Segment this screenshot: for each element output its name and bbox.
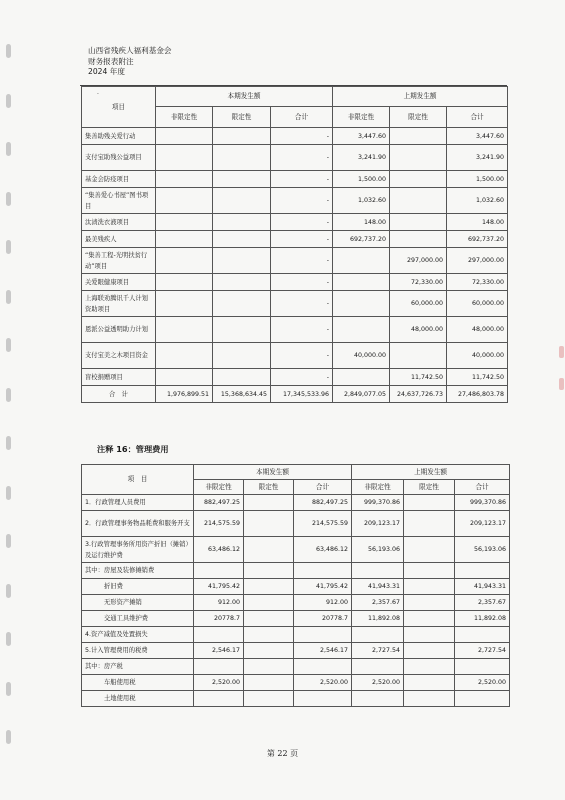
row-label: 3.行政管理事务所用资产折旧（摊销）及运行维护费 [82, 537, 194, 563]
page-number: 第 22 页 [266, 749, 299, 758]
cell-value: 11,742.50 [447, 369, 508, 386]
cell-value: - [271, 188, 333, 214]
cell-value [244, 627, 294, 643]
col-current-restricted: 限定性 [213, 107, 271, 128]
table-row [82, 675, 510, 691]
cell-value: 56,193.06 [455, 537, 510, 563]
fiscal-year: 2024 年度 [88, 67, 125, 76]
doc-title: 财务报表附注 [88, 56, 134, 66]
cell-value: 2,357.67 [455, 595, 510, 611]
cell-value [156, 188, 213, 214]
row-label: 盲校捐赠项目 [82, 369, 156, 386]
cell-value: 72,330.00 [390, 274, 447, 291]
cell-value [390, 231, 447, 248]
cell-value: - [271, 214, 333, 231]
row-label: 土地使用税 [82, 691, 194, 707]
cell-value [390, 145, 447, 171]
col-prior-total: 合计 [455, 480, 510, 495]
cell-value: 2,727.54 [352, 643, 404, 659]
cell-value: 20778.7 [194, 611, 244, 627]
cell-value [333, 248, 390, 274]
cell-value [404, 643, 455, 659]
cell-value [404, 691, 455, 707]
cell-value [294, 691, 352, 707]
row-label: “集善工程-光明扶贫行动”项目 [82, 248, 156, 274]
cell-value: 40,000.00 [333, 343, 390, 369]
cell-value: - [271, 369, 333, 386]
table-row [82, 511, 510, 537]
cell-value: 148.00 [447, 214, 508, 231]
col-current-header: 本期发生额 [194, 465, 352, 480]
cell-value: - [271, 171, 333, 188]
cell-value: 40,000.00 [447, 343, 508, 369]
table-row [82, 171, 508, 188]
cell-value: - [271, 317, 333, 343]
cell-value [455, 691, 510, 707]
cell-value [244, 511, 294, 537]
table-row [82, 214, 508, 231]
cell-value [156, 274, 213, 291]
cell-value [244, 611, 294, 627]
table-row [82, 145, 508, 171]
cell-value: 41,795.42 [194, 579, 244, 595]
cell-value [404, 659, 455, 675]
row-label: 集善助残关爱行动 [82, 128, 156, 145]
document-header [88, 46, 172, 78]
cell-value: 692,737.20 [447, 231, 508, 248]
project-expense-table [81, 86, 508, 403]
cell-value: - [271, 145, 333, 171]
cell-value: 297,000.00 [390, 248, 447, 274]
cell-value: 11,892.08 [352, 611, 404, 627]
row-label: 交通工具维护费 [82, 611, 194, 627]
cell-value [404, 495, 455, 511]
cell-value [213, 128, 271, 145]
cell-value [156, 343, 213, 369]
cell-value [213, 214, 271, 231]
cell-value [390, 214, 447, 231]
cell-value [244, 691, 294, 707]
cell-value [352, 691, 404, 707]
cell-value: 692,737.20 [333, 231, 390, 248]
cell-value [352, 659, 404, 675]
table-row [82, 643, 510, 659]
col-current-total: 合计 [271, 107, 333, 128]
table-row [82, 537, 510, 563]
cell-value [194, 691, 244, 707]
cell-value: 2,357.67 [352, 595, 404, 611]
table-row [82, 291, 508, 317]
cell-value: 48,000.00 [390, 317, 447, 343]
cell-value [244, 643, 294, 659]
col-current-total: 合计 [294, 480, 352, 495]
cell-value [194, 627, 244, 643]
cell-value: 1,032.60 [447, 188, 508, 214]
cell-value: 3,241.90 [333, 145, 390, 171]
cell-value: 3,447.60 [447, 128, 508, 145]
col-prior-unrestricted: 非限定性 [352, 480, 404, 495]
cell-value [455, 627, 510, 643]
cell-value: 209,123.17 [352, 511, 404, 537]
table-row [82, 691, 510, 707]
cell-value [156, 128, 213, 145]
cell-value [244, 563, 294, 579]
col-current-restricted: 限定性 [244, 480, 294, 495]
cell-value: 41,943.31 [455, 579, 510, 595]
cell-value: 56,193.06 [352, 537, 404, 563]
cell-value [213, 248, 271, 274]
cell-value: 63,486.12 [194, 537, 244, 563]
row-label: “集善爱心书屋”图书项目 [82, 188, 156, 214]
col-item-header: 项 目 [82, 465, 194, 495]
cell-value: 912.00 [294, 595, 352, 611]
cell-value: - [271, 291, 333, 317]
stray-dot: · [97, 91, 99, 98]
cell-value [404, 579, 455, 595]
total-value: 2,849,077.05 [333, 386, 390, 403]
row-label: 折旧费 [82, 579, 194, 595]
total-value: 27,486,803.78 [447, 386, 508, 403]
row-label: 基金会防疫项目 [82, 171, 156, 188]
col-prior-restricted: 限定性 [390, 107, 447, 128]
cell-value [294, 659, 352, 675]
cell-value [156, 291, 213, 317]
cell-value: 214,575.59 [194, 511, 244, 537]
cell-value [294, 627, 352, 643]
cell-value: 60,000.00 [447, 291, 508, 317]
total-value: 1,976,899.51 [156, 386, 213, 403]
table-row [82, 563, 510, 579]
cell-value: 3,241.90 [447, 145, 508, 171]
table-row [82, 128, 508, 145]
cell-value [213, 343, 271, 369]
col-prior-restricted: 限定性 [404, 480, 455, 495]
cell-value [244, 495, 294, 511]
cell-value: 209,123.17 [455, 511, 510, 537]
cell-value [404, 511, 455, 537]
cell-value: 3,447.60 [333, 128, 390, 145]
row-label: 上海联劝腾讯千人计划资助项目 [82, 291, 156, 317]
cell-value: 999,370.86 [352, 495, 404, 511]
row-label: 车船使用税 [82, 675, 194, 691]
cell-value [404, 627, 455, 643]
cell-value [390, 171, 447, 188]
cell-value [404, 611, 455, 627]
cell-value: 2,520.00 [294, 675, 352, 691]
col-prior-header: 上期发生额 [352, 465, 510, 480]
cell-value [213, 317, 271, 343]
row-label: 4.资产减值及处置损失 [82, 627, 194, 643]
total-value: 24,637,726.73 [390, 386, 447, 403]
col-current-header: 本期发生额 [156, 87, 333, 107]
cell-value [213, 231, 271, 248]
cell-value [455, 659, 510, 675]
cell-value [213, 188, 271, 214]
col-current-unrestricted: 非限定性 [156, 107, 213, 128]
cell-value: - [271, 343, 333, 369]
cell-value [404, 563, 455, 579]
col-current-unrestricted: 非限定性 [194, 480, 244, 495]
cell-value [244, 537, 294, 563]
cell-value: 297,000.00 [447, 248, 508, 274]
cell-value: 882,497.25 [194, 495, 244, 511]
cell-value: - [271, 231, 333, 248]
row-label: 汰渍洗衣液项目 [82, 214, 156, 231]
cell-value [156, 171, 213, 188]
cell-value: 60,000.00 [390, 291, 447, 317]
col-prior-total: 合计 [447, 107, 508, 128]
table-row [82, 627, 510, 643]
cell-value: 11,742.50 [390, 369, 447, 386]
cell-value: 2,520.00 [455, 675, 510, 691]
table-row [82, 188, 508, 214]
row-label: 其中：房产税 [82, 659, 194, 675]
cell-value [156, 145, 213, 171]
cell-value: 1,032.60 [333, 188, 390, 214]
cell-value [333, 317, 390, 343]
table-row [82, 495, 510, 511]
row-label: 恩派公益透明助力计划 [82, 317, 156, 343]
cell-value: 148.00 [333, 214, 390, 231]
cell-value [194, 563, 244, 579]
cell-value [244, 579, 294, 595]
cell-value: 2,520.00 [352, 675, 404, 691]
cell-value [333, 369, 390, 386]
cell-value [333, 274, 390, 291]
table-row [82, 248, 508, 274]
cell-value [156, 231, 213, 248]
cell-value [294, 563, 352, 579]
cell-value [404, 595, 455, 611]
table-row [82, 274, 508, 291]
row-label: 最美残疾人 [82, 231, 156, 248]
col-item-header: 项目 [82, 87, 156, 128]
cell-value [352, 627, 404, 643]
table-row [82, 369, 508, 386]
cell-value: 41,795.42 [294, 579, 352, 595]
table-row [82, 611, 510, 627]
table-row [82, 595, 510, 611]
total-value: 17,345,533.96 [271, 386, 333, 403]
cell-value [333, 291, 390, 317]
cell-value: 2,520.00 [194, 675, 244, 691]
cell-value [213, 274, 271, 291]
cell-value [213, 291, 271, 317]
cell-value: 1,500.00 [447, 171, 508, 188]
table-row [82, 579, 510, 595]
cell-value: 2,546.17 [194, 643, 244, 659]
cell-value [156, 317, 213, 343]
cell-value: 11,892.08 [455, 611, 510, 627]
cell-value: 214,575.59 [294, 511, 352, 537]
col-prior-header: 上期发生额 [333, 87, 508, 107]
cell-value [213, 145, 271, 171]
table-row [82, 343, 508, 369]
cell-value [156, 248, 213, 274]
total-row [82, 386, 508, 403]
cell-value [404, 675, 455, 691]
cell-value [390, 128, 447, 145]
cell-value: 48,000.00 [447, 317, 508, 343]
cell-value [244, 675, 294, 691]
table-row [82, 659, 510, 675]
cell-value [390, 343, 447, 369]
row-label: 支付宝美之木项目资金 [82, 343, 156, 369]
col-prior-unrestricted: 非限定性 [333, 107, 390, 128]
cell-value [213, 171, 271, 188]
cell-value: 2,546.17 [294, 643, 352, 659]
cell-value [194, 659, 244, 675]
cell-value: 1,500.00 [333, 171, 390, 188]
cell-value [244, 595, 294, 611]
row-label: 2．行政管理事务物品耗费和服务开支 [82, 511, 194, 537]
cell-value [352, 563, 404, 579]
row-label: 5.计入管理费用的税费 [82, 643, 194, 659]
cell-value: 72,330.00 [447, 274, 508, 291]
cell-value: 41,943.31 [352, 579, 404, 595]
row-label: 无形资产摊销 [82, 595, 194, 611]
admin-expense-table [81, 464, 510, 707]
margin-mark [559, 346, 564, 358]
cell-value: - [271, 274, 333, 291]
row-label: 其中：房屋及装修摊销费 [82, 563, 194, 579]
cell-value: 2,727.54 [455, 643, 510, 659]
row-label: 1．行政管理人员费用 [82, 495, 194, 511]
cell-value [213, 369, 271, 386]
note16-title: 注释 16：管理费用 [97, 444, 169, 454]
row-label: 支付宝助残公益项目 [82, 145, 156, 171]
cell-value [455, 563, 510, 579]
table-row [82, 317, 508, 343]
margin-mark [559, 378, 564, 390]
cell-value: 999,370.86 [455, 495, 510, 511]
cell-value [390, 188, 447, 214]
row-label: 关爱眼健康项目 [82, 274, 156, 291]
total-value: 15,368,634.45 [213, 386, 271, 403]
cell-value: 912.00 [194, 595, 244, 611]
cell-value [156, 369, 213, 386]
cell-value: - [271, 248, 333, 274]
cell-value: 63,486.12 [294, 537, 352, 563]
cell-value [404, 537, 455, 563]
org-name: 山西省残疾人福利基金会 [88, 46, 172, 55]
cell-value: 20778.7 [294, 611, 352, 627]
cell-value [244, 659, 294, 675]
cell-value [156, 214, 213, 231]
table-row [82, 231, 508, 248]
total-label: 合 计 [82, 386, 156, 403]
cell-value: 882,497.25 [294, 495, 352, 511]
cell-value: - [271, 128, 333, 145]
